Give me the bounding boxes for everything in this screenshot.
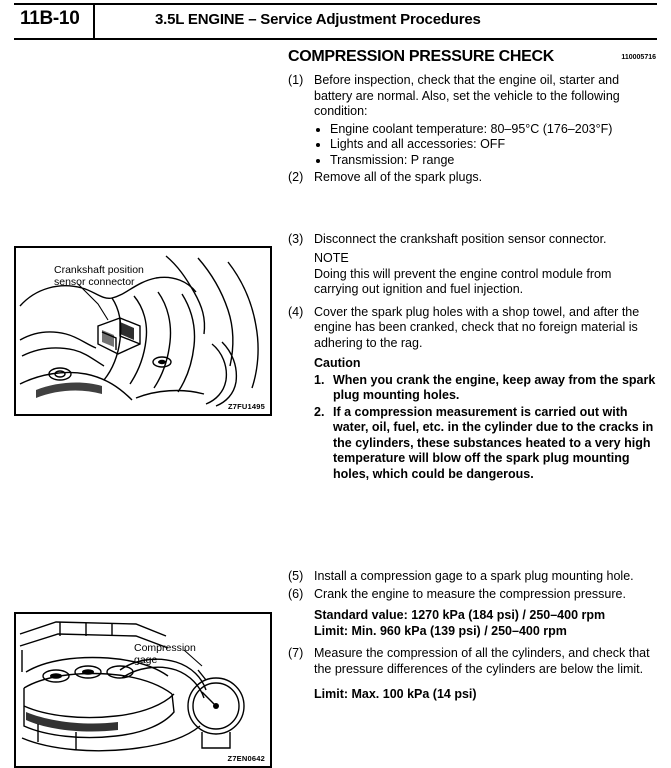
figure1-label-line2: sensor connector	[54, 276, 135, 288]
step-2-number: (2)	[288, 170, 304, 184]
step-2	[288, 170, 656, 186]
page-number: 11B-10	[20, 8, 80, 29]
step-4	[288, 305, 656, 352]
limit-max-text: Limit: Max. 100 kPa (14 psi)	[314, 687, 477, 701]
step-4-number: (4)	[288, 304, 304, 319]
figure1-label-line1: Crankshaft position	[54, 264, 144, 276]
note-block	[314, 251, 656, 298]
condition-bullet-list	[314, 122, 656, 169]
step-5-text: Install a compression gage to a spark plug mounting hole.	[314, 569, 634, 583]
step-5	[288, 569, 656, 585]
figure2-label-line1: Compression	[134, 642, 196, 654]
condition-bullet-transmission: Transmission: P range	[314, 153, 656, 169]
spacer-2	[288, 482, 656, 562]
step-7-text: Measure the compression of all the cylinders, and check that the pressure differences of the cylinders are below the limit.	[314, 646, 650, 676]
figure2-label	[134, 642, 196, 666]
figure1-code: Z7FU1495	[227, 402, 265, 411]
step-1	[288, 73, 656, 120]
header-rule-bottom	[14, 38, 657, 40]
caution-block	[314, 356, 656, 482]
step-5-number: (5)	[288, 569, 304, 583]
condition-bullet-lights: Lights and all accessories: OFF	[314, 137, 656, 153]
step-6-number: (6)	[288, 586, 304, 601]
figure-crankshaft-position-sensor	[14, 246, 272, 416]
header-rule-top	[14, 3, 657, 5]
spec-block	[314, 607, 656, 639]
condition-bullet-coolant: Engine coolant temperature: 80–95°C (176–203°F)	[314, 122, 656, 138]
caution-item-2-text: If a compression measurement is carried out with water, oil, fuel, etc. in the cylinder due to the cracks in the cylinders, these substances heated to a very high temperature will blow off the spark plug mounting holes, which could be dangerous.	[333, 404, 654, 481]
step-7-number: (7)	[288, 646, 304, 660]
step-2-text: Remove all of the spark plugs.	[314, 170, 483, 184]
content-column	[288, 48, 656, 702]
step-1-number: (1)	[288, 73, 304, 87]
caution-item-2-number: 2.	[314, 404, 325, 419]
caution-item-1-text: When you crank the engine, keep away from the spark plug mounting holes.	[333, 372, 656, 402]
step-4-text: Cover the spark plug holes with a shop towel, and after the engine has been cranked, check that no foreign material is adhering to the rag.	[314, 304, 640, 350]
figure-compression-gage	[14, 612, 272, 768]
page-header	[0, 0, 671, 42]
limit-text: Limit: Min. 960 kPa (139 psi) / 250–400 rpm	[314, 624, 567, 638]
step-3-text: Disconnect the crankshaft position sensor connector.	[314, 231, 607, 246]
step-6	[288, 587, 656, 603]
caution-item-1	[314, 373, 656, 404]
header-divider	[93, 3, 95, 40]
step-7	[288, 646, 656, 677]
figure-compression-illustration	[16, 614, 266, 762]
figure1-label	[54, 264, 144, 288]
step-3	[288, 232, 656, 248]
caution-item-2	[314, 405, 656, 483]
spacer-1	[288, 186, 656, 225]
note-text: Doing this will prevent the engine control module from carrying out ignition and fuel injection.	[314, 266, 612, 296]
section-title: COMPRESSION PRESSURE CHECK	[288, 48, 555, 65]
caution-item-1-number: 1.	[314, 372, 325, 387]
step-3-number: (3)	[288, 231, 304, 246]
limit-max-block	[314, 686, 656, 702]
note-label: NOTE	[314, 251, 349, 265]
document-code: 110005716	[621, 54, 656, 61]
page-header-title: 3.5L ENGINE – Service Adjustment Procedures	[155, 11, 481, 28]
caution-list	[314, 373, 656, 483]
figure2-label-line2: gage	[134, 654, 158, 666]
caution-label: Caution	[314, 356, 361, 370]
figure2-code: Z7EN0642	[227, 754, 265, 763]
step-6-text: Crank the engine to measure the compression pressure.	[314, 586, 626, 601]
standard-value-text: Standard value: 1270 kPa (184 psi) / 250–400 rpm	[314, 608, 606, 622]
step-1-text: Before inspection, check that the engine oil, starter and battery are normal. Also, set the vehicle to the following condition:	[314, 73, 620, 118]
